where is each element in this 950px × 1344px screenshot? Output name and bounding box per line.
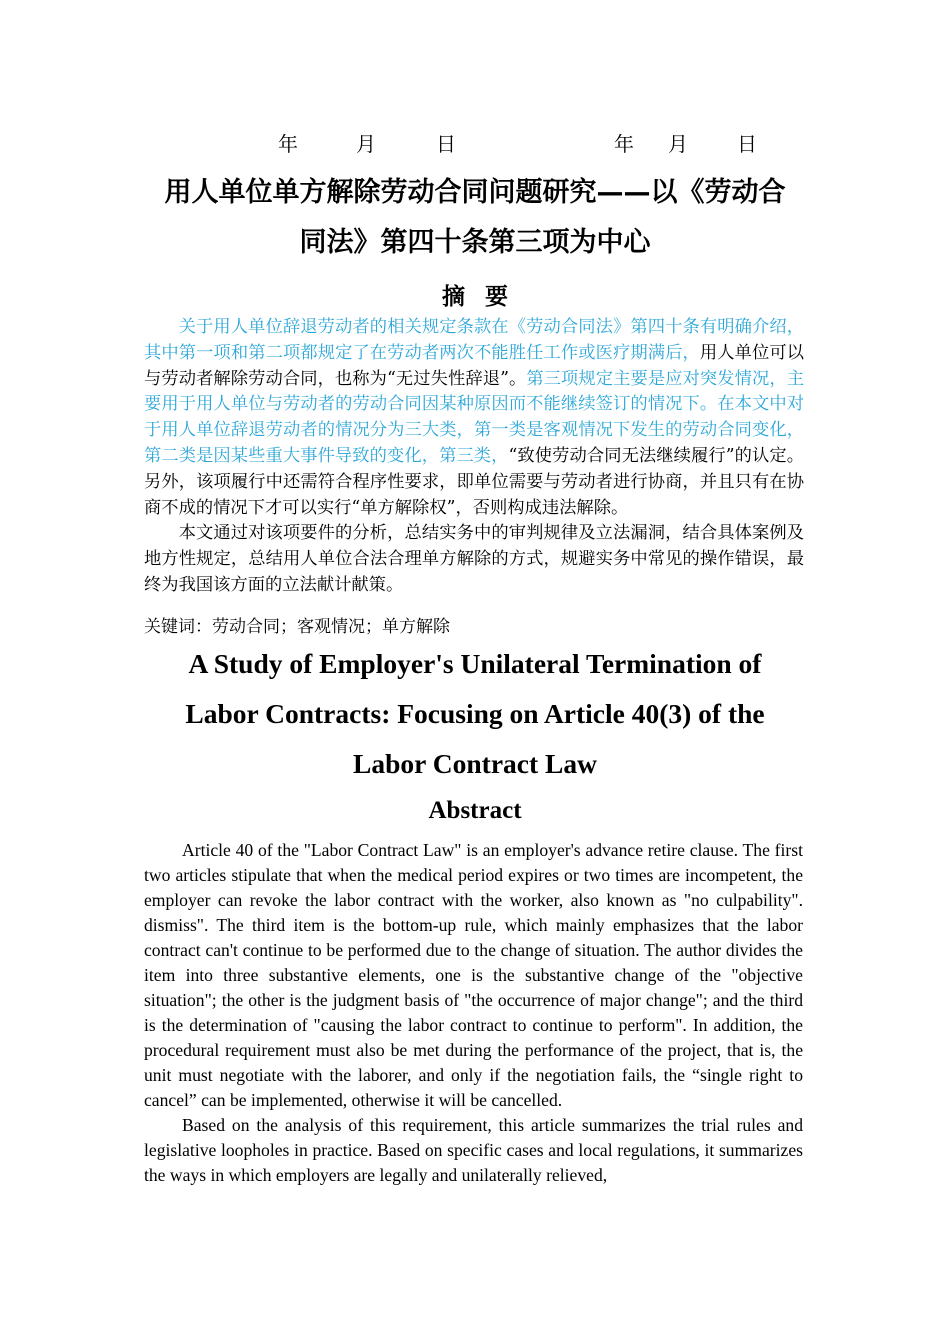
cn-abstract-black-segment-1: 用人单位可以与劳动者解除劳动合同，也称为“无过失性辞退”。	[144, 342, 804, 389]
date-year-left: 年	[278, 132, 298, 156]
date-day-left: 日	[436, 132, 456, 156]
en-title-line-1: A Study of Employer's Unilateral Termination of	[188, 648, 762, 679]
cn-abstract-heading: 摘要	[442, 284, 528, 310]
cn-title-line-1: 用人单位单方解除劳动合同问题研究——以《劳动合	[164, 177, 786, 208]
keywords-items: 劳动合同；客观情况；单方解除	[212, 617, 450, 637]
keywords-label: 关键词：	[144, 617, 212, 637]
date-line	[0, 128, 950, 156]
en-title-line-3: Labor Contract Law	[353, 748, 597, 779]
cn-abstract-blue-segment-2: 第三项规定主要是应对突发情况，主要用于用人单位与劳动者的劳动合同因某种原因而不能继续签订的情况下。在本文中对于用人单位辞退劳动者的情况分为三大类，第一类是客观情况下发生的劳动合同变化，第二类是因某些重大事件导致的变化，第三类，	[144, 368, 804, 466]
en-abstract-paragraph-1: Article 40 of the "Labor Contract Law" is an employer's advance retire clause. The first two articles stipulate that when the medical period expires or two times are incompetent, the employer can revoke the labor contract with the worker, also known as "no culpability". dismiss". The third item is the bottom-up rule, which mainly emphasizes that the labor contract can't continue to be performed due to the change of situation. The author divides the item into three substantive elements, one is the substantive change of the "objective situation"; the other is the judgment basis of "the occurrence of major change"; and the third is the determination of "causing the labor contract to continue to perform". In addition, the procedural requirement must also be met during the performance of the project, that is, the unit must negotiate with the laborer, and only if the negotiation fails, the “single right to cancel” can be implemented, otherwise it will be cancelled.	[144, 840, 803, 1110]
cn-abstract-paragraph-2: 本文通过对该项要件的分析，总结实务中的审判规律及立法漏洞，结合具体案例及地方性规定，总结用人单位合法合理单方解除的方式，规避实务中常见的操作错误，最终为我国该方面的立法献计献策。	[144, 523, 804, 595]
cn-keywords	[144, 615, 804, 639]
cn-abstract-paragraph-1	[144, 315, 804, 521]
en-abstract-body	[144, 838, 803, 1188]
en-abstract-heading: Abstract	[428, 797, 522, 824]
cn-title-line-2: 同法》第四十条第三项为中心	[299, 227, 651, 258]
en-title-line-2: Labor Contracts: Focusing on Article 40(3) of the	[185, 698, 765, 729]
date-year-right: 年	[614, 132, 634, 156]
cn-abstract-black-segment-2: “致使劳动合同无法继续履行”的认定。另外，该项履行中还需符合程序性要求，即单位需要与劳动者进行协商，并且只有在协商不成的情况下才可以实行“单方解除权”，否则构成违法解除。	[144, 445, 804, 518]
cn-abstract-blue-segment-1: 关于用人单位辞退劳动者的相关规定条款在《劳动合同法》第四十条有明确介绍，其中第一项和第二项都规定了在劳动者两次不能胜任工作或医疗期满后，	[144, 317, 804, 363]
date-month-right: 月	[668, 132, 688, 156]
en-abstract-paragraph-2: Based on the analysis of this requirement, this article summarizes the trial rules and legislative loopholes in practice. Based on specific cases and local regulations, it summarizes the ways in which employers are legally and unilaterally relieved,	[144, 1115, 803, 1185]
date-day-right: 日	[737, 132, 757, 156]
date-month-left: 月	[356, 132, 376, 156]
cn-abstract-body	[144, 315, 804, 599]
